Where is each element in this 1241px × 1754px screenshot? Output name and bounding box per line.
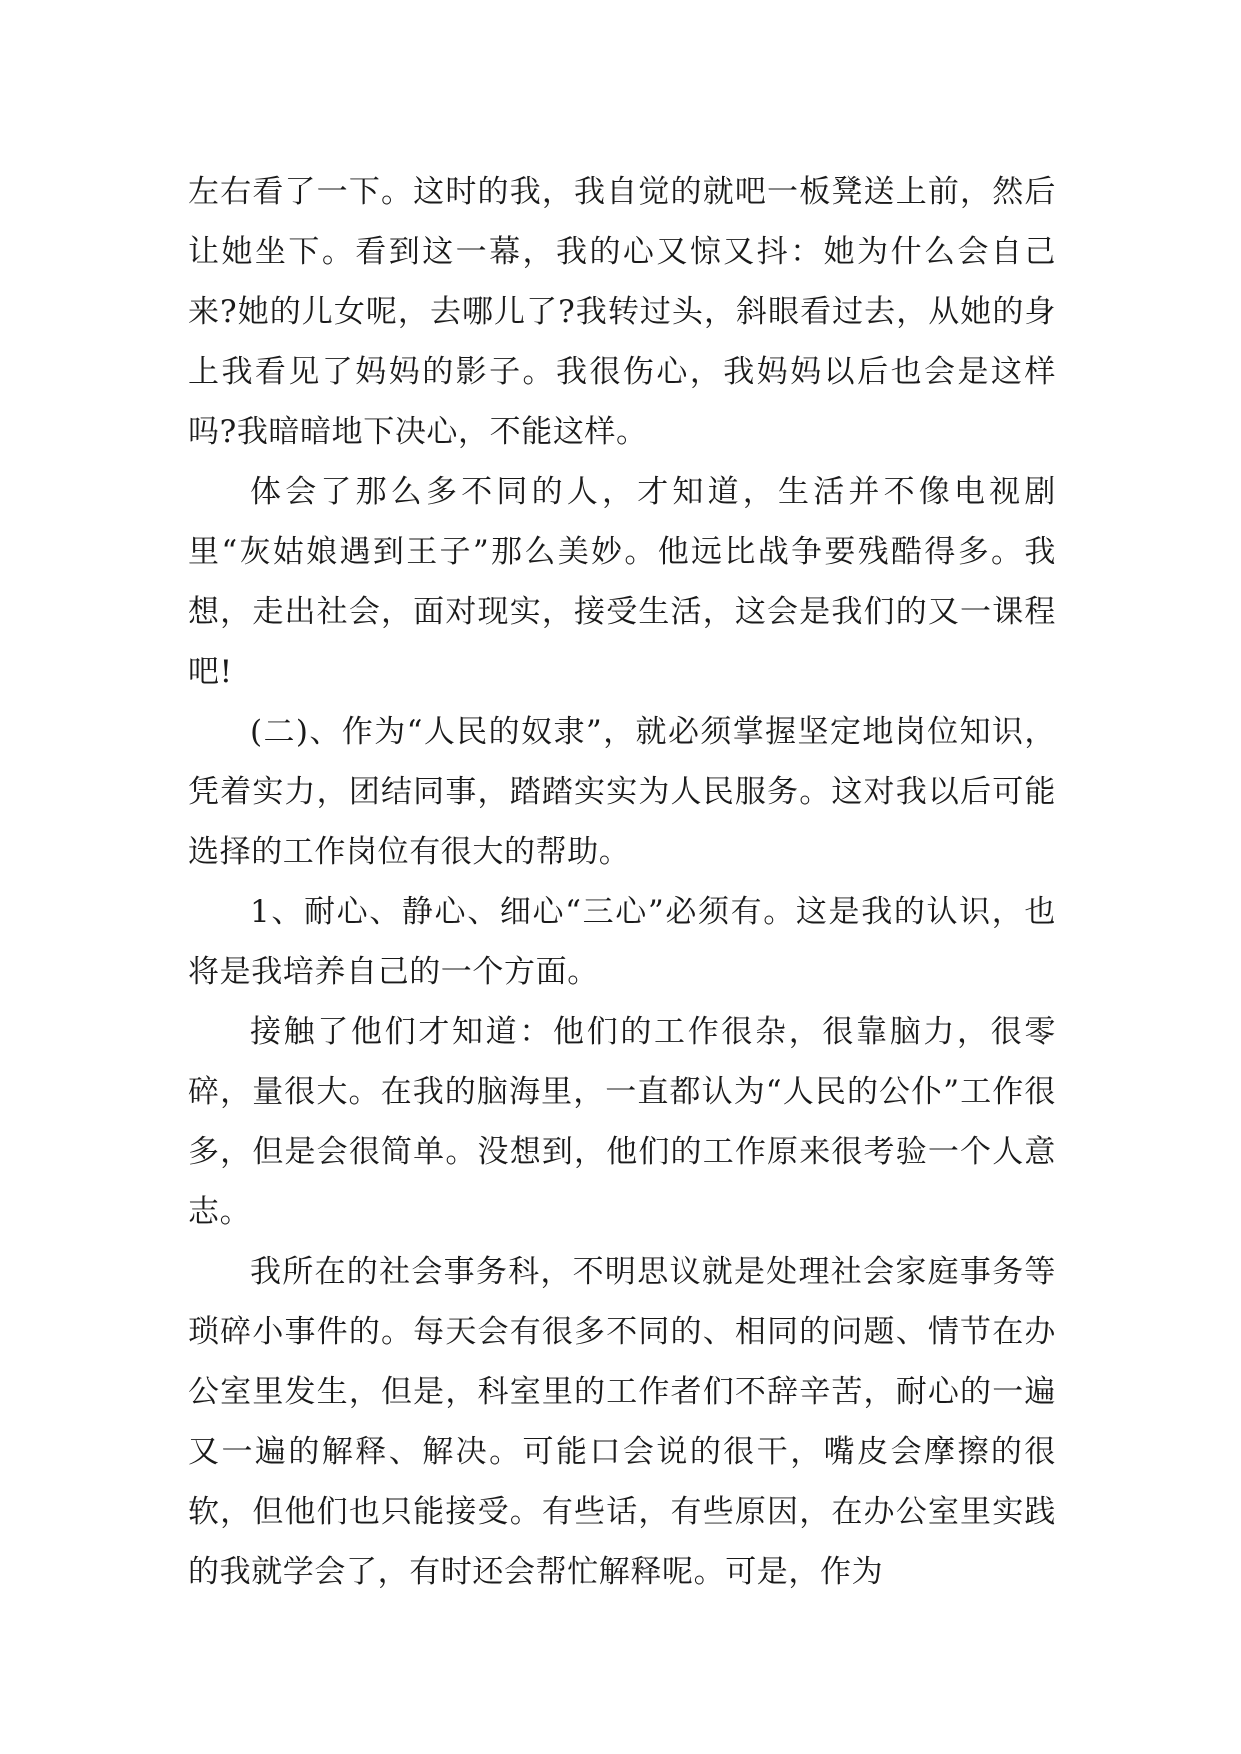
paragraph-continuation: 左右看了一下。这时的我，我自觉的就吧一板凳送上前，然后让她坐下。看到这一幕，我的心又惊又抖：她为什么会自己来?她的儿女呢，去哪儿了?我转过头，斜眼看过去，从她的身上我看见了妈妈的影子。我很伤心，我妈妈以后也会是这样吗?我暗暗地下决心，不能这样。 (188, 174, 1056, 450)
paragraph-reflection: 体会了那么多不同的人，才知道，生活并不像电视剧里“灰姑娘遇到王子”那么美妙。他远比战争要残酷得多。我想，走出社会，面对现实，接受生活，这会是我们的又一课程吧! (188, 474, 1056, 690)
body-text (188, 162, 1056, 1602)
paragraph-work-nature: 接触了他们才知道：他们的工作很杂，很靠脑力，很零碎，量很大。在我的脑海里，一直都认为“人民的公仆”工作很多，但是会很简单。没想到，他们的工作原来很考验一个人意志。 (188, 1014, 1056, 1230)
paragraph-department: 我所在的社会事务科，不明思议就是处理社会家庭事务等琐碎小事件的。每天会有很多不同的、相同的问题、情节在办公室里发生，但是，科室里的工作者们不辞辛苦，耐心的一遍又一遍的解释、解决。可能口会说的很干，嘴皮会摩擦的很软，但他们也只能接受。有些话，有些原因，在办公室里实践的我就学会了，有时还会帮忙解释呢。可是，作为 (188, 1254, 1056, 1590)
paragraph-section-two: (二)、作为“人民的奴隶”，就必须掌握坚定地岗位知识，凭着实力，团结同事，踏踏实实为人民服务。这对我以后可能选择的工作岗位有很大的帮助。 (188, 714, 1056, 870)
paragraph-point-one: 1、耐心、静心、细心“三心”必须有。这是我的认识，也将是我培养自己的一个方面。 (188, 894, 1056, 990)
